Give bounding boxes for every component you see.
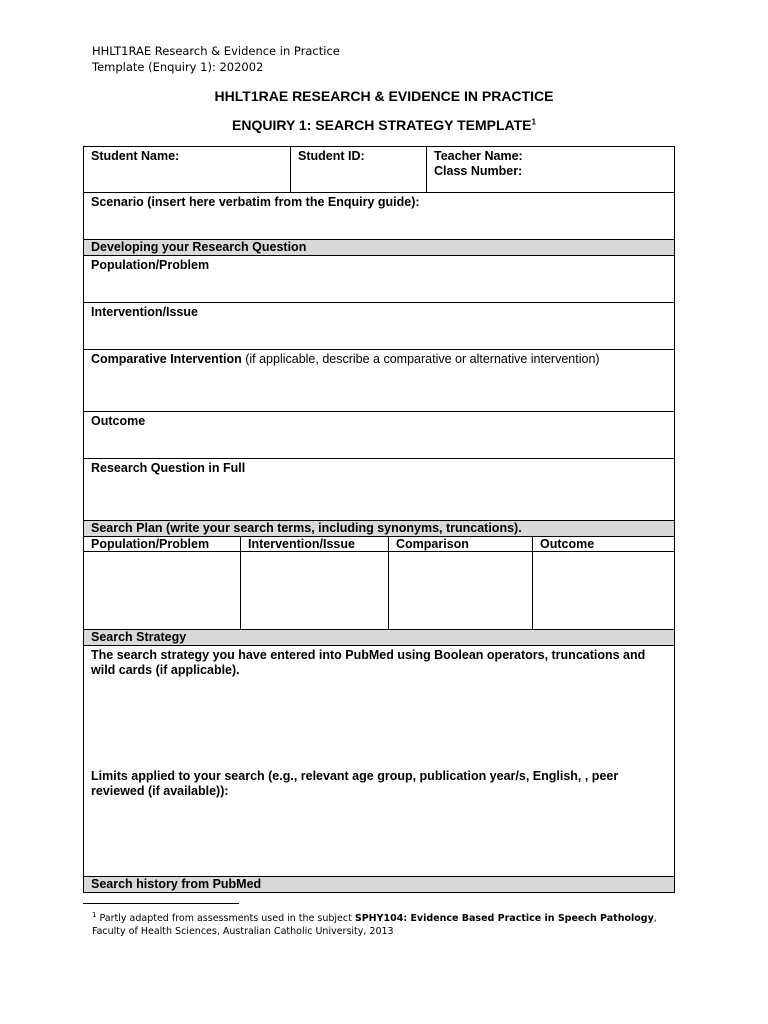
- developing-question-text: Developing your Research Question: [91, 240, 307, 254]
- outcome-field[interactable]: [83, 411, 675, 459]
- plan-col-comparison: [388, 536, 533, 552]
- footnote-mark: 1: [92, 911, 97, 919]
- footnote-subject: SPHY104: Evidence Based Practice in Speech Pathology: [354, 913, 654, 925]
- scenario-field[interactable]: [83, 192, 675, 240]
- footnote: [92, 909, 682, 938]
- developing-question-heading: [83, 239, 675, 256]
- intervention-issue-field[interactable]: [83, 302, 675, 350]
- research-question-label: Research Question in Full: [91, 461, 246, 475]
- plan-col-comparison-label: Comparison: [396, 537, 469, 551]
- plan-col-population: [83, 536, 241, 552]
- search-strategy-field[interactable]: [83, 645, 675, 877]
- strategy-instructions: The search strategy you have entered into PubMed using Boolean operators, truncations and wild cards (if applicable).: [91, 648, 646, 677]
- teacher-name-label: Teacher Name:: [434, 149, 523, 163]
- research-question-field[interactable]: [83, 458, 675, 521]
- search-plan-heading: [83, 520, 675, 537]
- plan-cell-intervention[interactable]: [240, 551, 389, 630]
- student-id-field[interactable]: [290, 146, 427, 193]
- plan-cell-population[interactable]: [83, 551, 241, 630]
- outcome-label: Outcome: [91, 414, 146, 428]
- page-subtitle: [0, 117, 768, 133]
- plan-col-population-label: Population/Problem: [91, 537, 210, 551]
- student-id-label: Student ID:: [298, 149, 365, 163]
- plan-col-outcome: [532, 536, 675, 552]
- comparative-intervention-note: (if applicable, describe a comparative or alternative intervention): [241, 352, 600, 366]
- plan-cell-comparison[interactable]: [388, 551, 533, 630]
- plan-col-intervention: [240, 536, 389, 552]
- comparative-intervention-field[interactable]: [83, 349, 675, 412]
- plan-cell-outcome[interactable]: [532, 551, 675, 630]
- population-problem-field[interactable]: [83, 255, 675, 303]
- search-history-heading: [83, 876, 675, 893]
- footnote-post: , Faculty of Health Sciences, Australian Catholic University, 2013: [92, 913, 657, 938]
- plan-col-intervention-label: Intervention/Issue: [248, 537, 355, 551]
- header-line-1: HHLT1RAE Research & Evidence in Practice: [92, 44, 340, 58]
- footnote-ref: 1: [531, 117, 536, 127]
- limits-instructions: Limits applied to your search (e.g., relevant age group, publication year/s, English, , peer reviewed (if available)):: [91, 769, 619, 798]
- plan-col-outcome-label: Outcome: [540, 537, 595, 551]
- footnote-pre: Partly adapted from assessments used in the subject: [96, 913, 355, 925]
- search-plan-text: Search Plan (write your search terms, including synonyms, truncations).: [91, 521, 522, 535]
- population-problem-label: Population/Problem: [91, 258, 210, 272]
- header-line-2: Template (Enquiry 1): 202002: [92, 60, 264, 74]
- search-strategy-heading: [83, 629, 675, 646]
- student-name-field[interactable]: [83, 146, 291, 193]
- search-history-text: Search history from PubMed: [91, 877, 262, 891]
- student-name-label: Student Name:: [91, 149, 180, 163]
- page-title: HHLT1RAE RESEARCH & EVIDENCE IN PRACTICE: [214, 88, 554, 104]
- intervention-issue-label: Intervention/Issue: [91, 305, 198, 319]
- scenario-label: Scenario (insert here verbatim from the Enquiry guide):: [91, 195, 420, 209]
- search-strategy-text: Search Strategy: [91, 630, 187, 644]
- subtitle-text: ENQUIRY 1: SEARCH STRATEGY TEMPLATE: [232, 117, 532, 133]
- class-number-label: Class Number:: [434, 164, 523, 178]
- comparative-intervention-label: Comparative Intervention: [91, 352, 242, 366]
- teacher-class-field[interactable]: [426, 146, 675, 193]
- footnote-divider: [83, 903, 239, 904]
